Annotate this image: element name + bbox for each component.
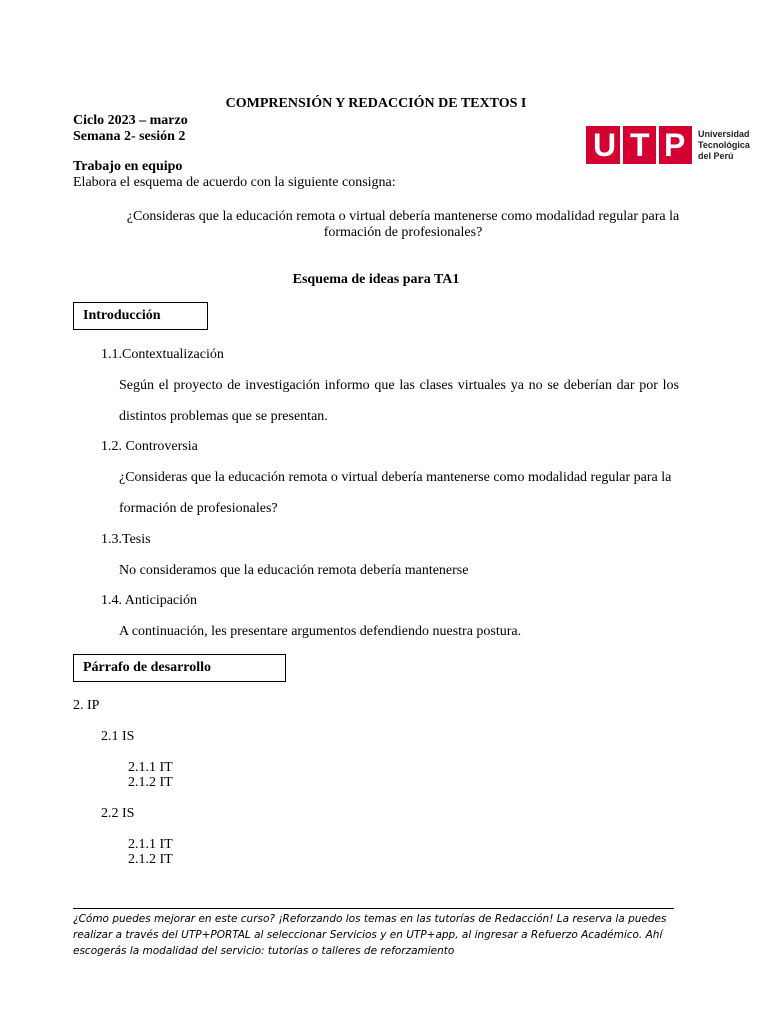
tertiary-idea-label: 2.1.2 IT — [128, 852, 173, 867]
footer-note — [73, 911, 693, 959]
logo-text-line: Tecnológica — [698, 140, 750, 150]
instruction-text: Elabora el esquema de acuerdo con la siguiente consigna: — [73, 175, 396, 190]
contextualizacion-text-line-1: Según el proyecto de investigación informo que las clases virtuales ya no se deberían dar por los — [119, 378, 679, 393]
tertiary-idea-label: 2.1.1 IT — [128, 760, 173, 775]
prompt-line-1: ¿Consideras que la educación remota o virtual debería mantenerse como modalidad regular para la — [126, 209, 680, 224]
cycle-label: Ciclo 2023 – marzo — [73, 113, 188, 128]
development-heading-box — [73, 654, 286, 682]
footer-line: ¿Cómo puedes mejorar en este curso? ¡Reforzando los temas en las tutorías de Redacción! La reserva la puedes — [73, 913, 667, 925]
main-idea-label: 2. IP — [73, 698, 100, 713]
task-heading: Trabajo en equipo — [73, 159, 183, 174]
introduction-heading-box — [73, 302, 208, 330]
utp-logo — [586, 126, 768, 166]
development-heading: Párrafo de desarrollo — [83, 660, 212, 675]
logo-university-name — [698, 129, 750, 162]
anticipacion-text: A continuación, les presentare argumentos defendiendo nuestra postura. — [119, 624, 522, 639]
schema-title: Esquema de ideas para TA1 — [292, 272, 460, 287]
contextualizacion-label: 1.1.Contextualización — [101, 347, 224, 362]
controversia-text-line-1: ¿Consideras que la educación remota o virtual debería mantenerse como modalidad regular para la — [119, 470, 672, 485]
footer-divider — [73, 908, 674, 909]
anticipacion-label: 1.4. Anticipación — [101, 593, 198, 608]
logo-letter-t: T — [630, 127, 650, 163]
prompt-line-2: formación de profesionales? — [323, 225, 483, 240]
footer-line: escogerás la modalidad del servicio: tutorías o talleres de reforzamiento — [73, 945, 455, 957]
tesis-label: 1.3.Tesis — [101, 532, 151, 547]
footer-line: realizar a través del UTP+PORTAL al seleccionar Servicios y en UTP+app, al ingresar a Refuerzo Académico. Ahí — [73, 929, 663, 941]
logo-text-line: del Perú — [698, 151, 734, 161]
tertiary-idea-label: 2.1.1 IT — [128, 837, 173, 852]
logo-letter-u: U — [593, 127, 617, 163]
week-label: Semana 2- sesión 2 — [73, 129, 186, 144]
logo-letter-p: P — [664, 127, 686, 163]
utp-logo-mark — [586, 126, 692, 164]
document-title: COMPRENSIÓN Y REDACCIÓN DE TEXTOS I — [225, 96, 527, 111]
introduction-heading: Introducción — [83, 308, 161, 323]
secondary-idea-label: 2.2 IS — [101, 806, 135, 821]
logo-text-line: Universidad — [698, 129, 750, 139]
controversia-text-line-2: formación de profesionales? — [119, 501, 278, 516]
tertiary-idea-label: 2.1.2 IT — [128, 775, 173, 790]
logo-separator — [656, 126, 659, 164]
contextualizacion-text-line-2: distintos problemas que se presentan. — [119, 409, 328, 424]
controversia-label: 1.2. Controversia — [101, 439, 198, 454]
tesis-text: No consideramos que la educación remota debería mantenerse — [119, 563, 469, 578]
logo-separator — [620, 126, 623, 164]
secondary-idea-label: 2.1 IS — [101, 729, 135, 744]
